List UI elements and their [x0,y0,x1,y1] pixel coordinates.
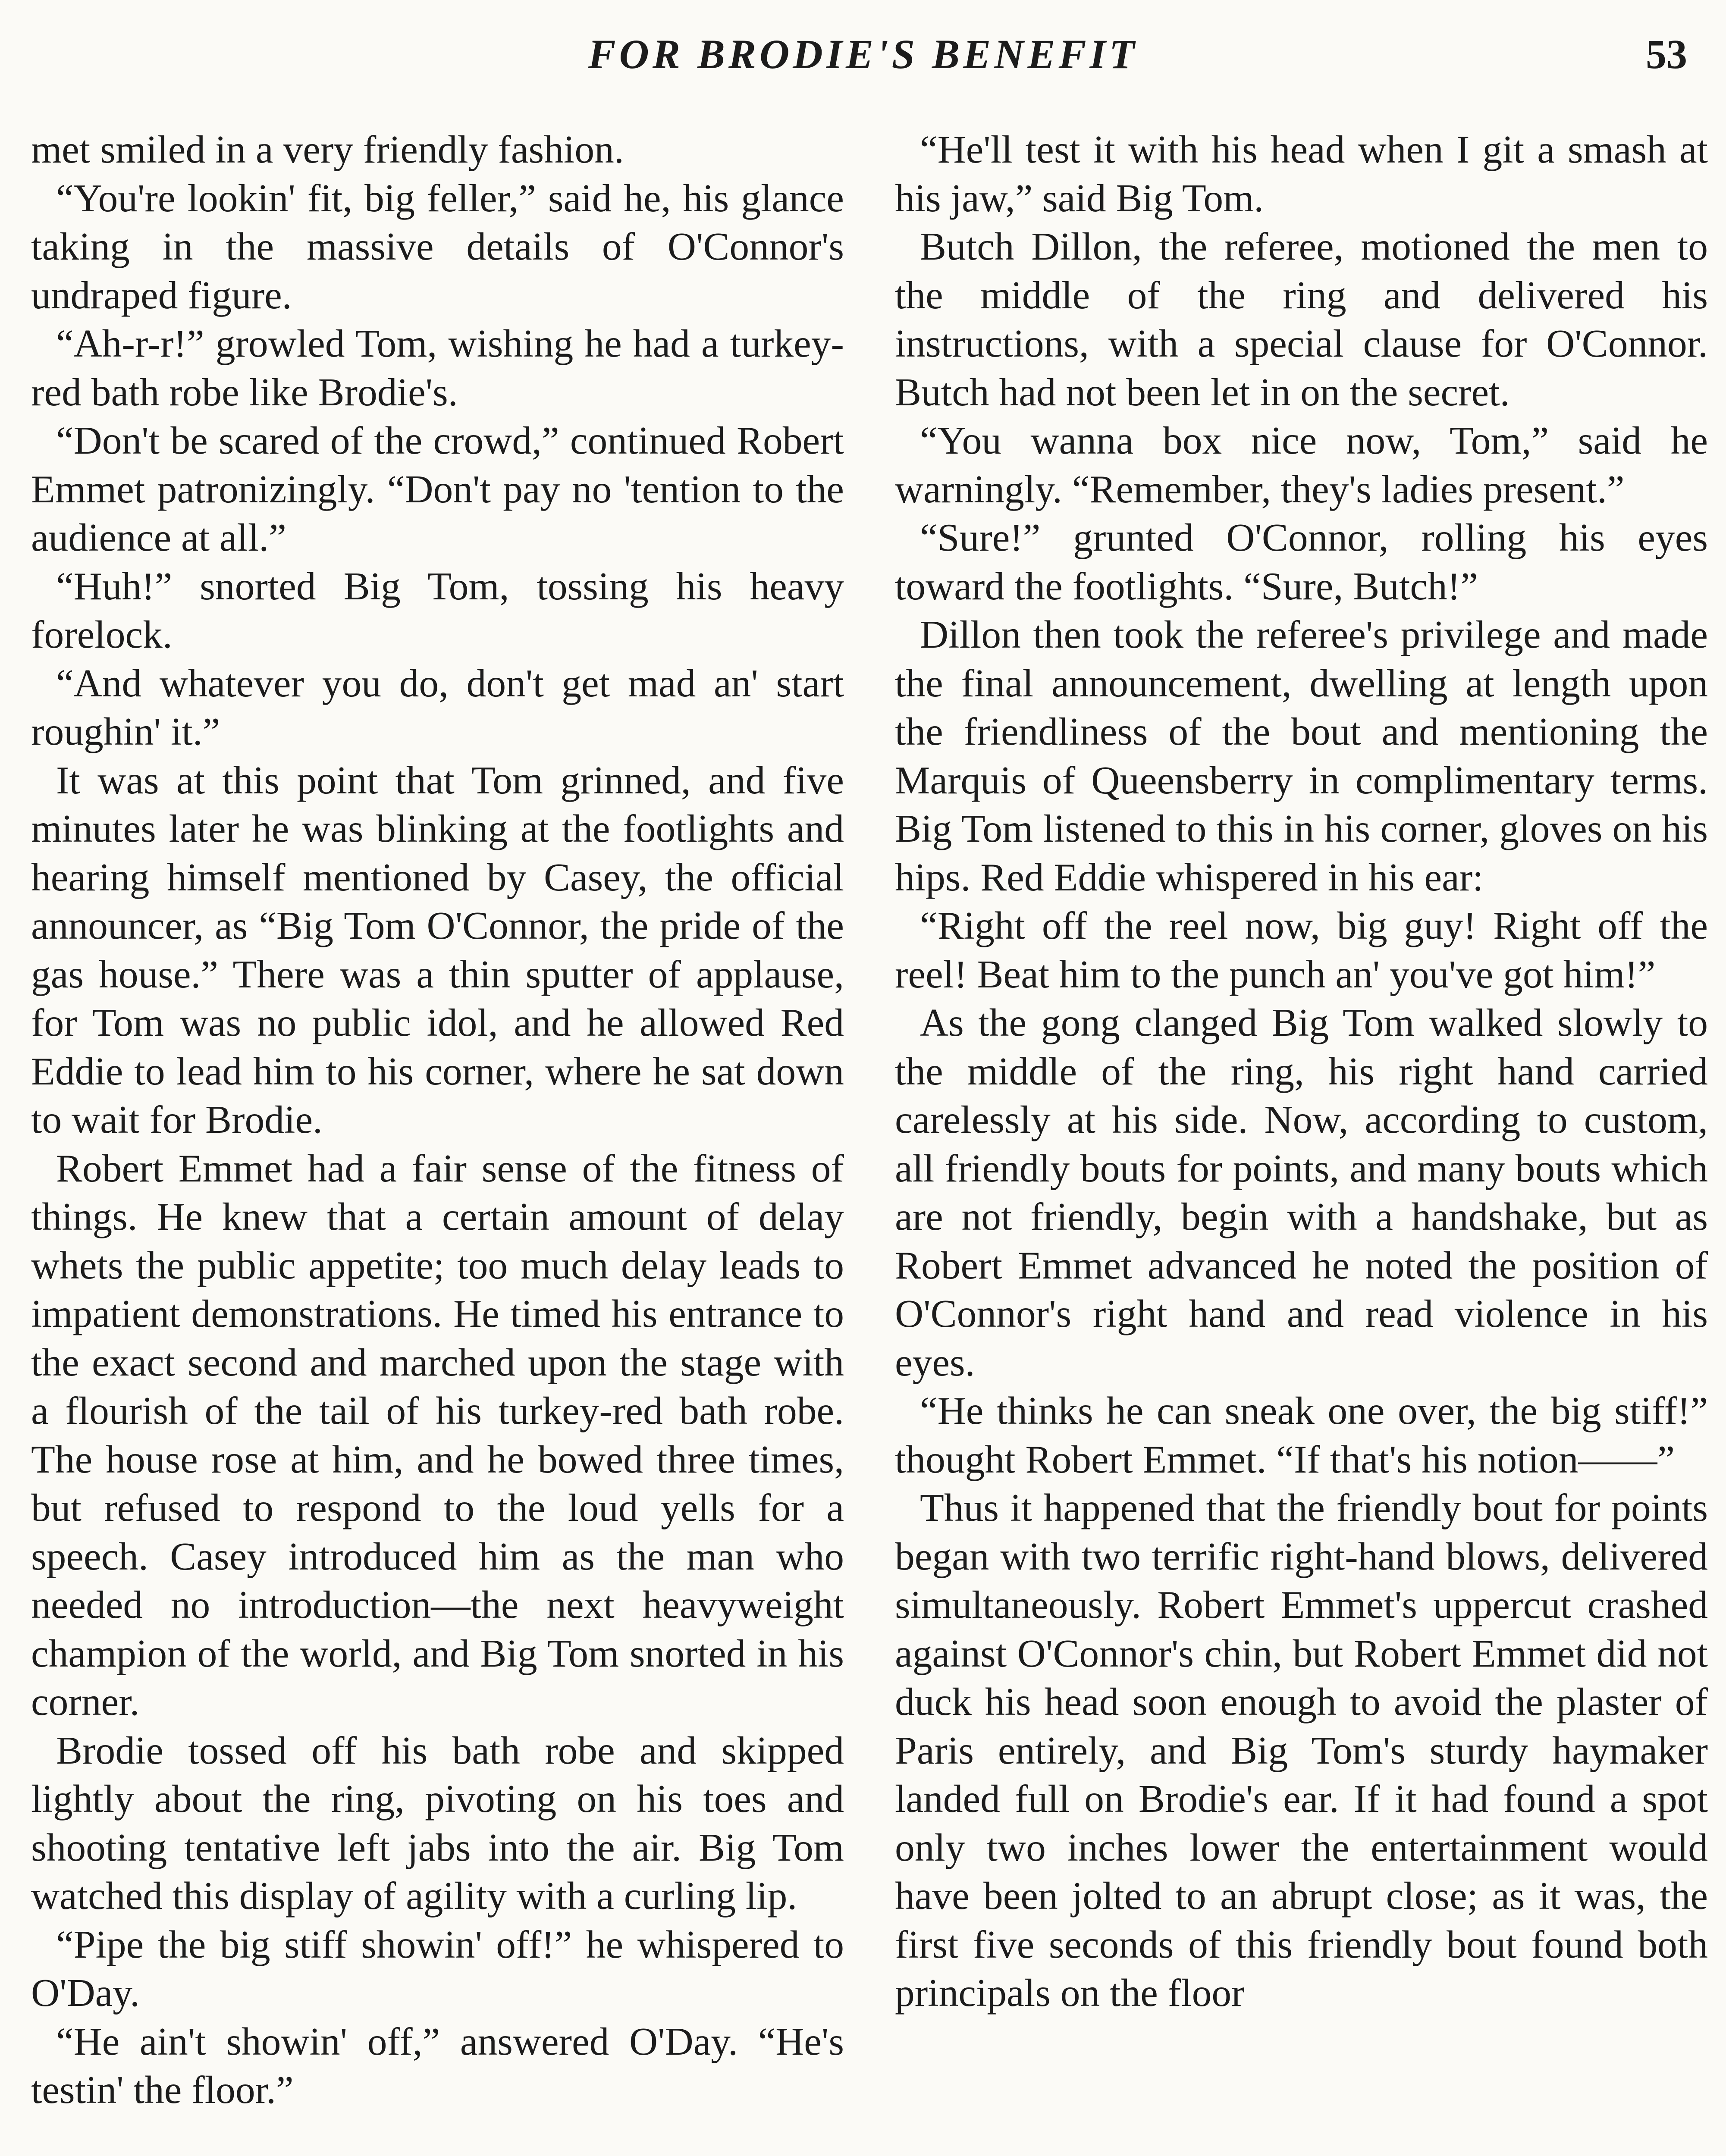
paragraph: “Pipe the big stiff showin' off!” he whispered to O'Day. [31,1922,844,2015]
paragraph: “Don't be scared of the crowd,” continued Robert Emmet patronizingly. “Don't pay no 'tention to the audience at all.” [31,418,844,559]
paragraph: Dillon then took the referee's privilege and made the final announcement, dwelling at length upon the friendliness of the bout and mentioning the Marquis of Queensberry in complimentary terms. Big Tom listened to this in his corner, gloves on his hips. Red Eddie whispered in his ear: [895,612,1708,899]
paragraph: “He ain't showin' off,” answered O'Day. “He's testin' the floor.” [31,2019,844,2112]
paragraph: “Ah-r-r!” growled Tom, wishing he had a turkey-red bath robe like Brodie's. [31,321,844,414]
paragraph: Brodie tossed off his bath robe and skipped lightly about the ring, pivoting on his toes and shooting tentative left jabs into the air. Big Tom watched this display of agility with a curling lip. [31,1728,844,1918]
right-column [895,125,1708,2156]
paragraph: Thus it happened that the friendly bout for points began with two terrific right-hand blows, delivered simultaneously. Robert Emmet's uppercut crashed against O'Connor's chin, but Robert Emmet did not duck his head soon enough to avoid the plaster of Paris entirely, and Big Tom's sturdy haymaker landed full on Brodie's ear. If it had found a spot only two inches lower the entertainment would have been jolted to an abrupt close; as it was, the first five seconds of this friendly bout found both principals on the floor [895,1485,1708,2015]
paragraph: “He'll test it with his head when I git a smash at his jaw,” said Big Tom. [895,127,1708,220]
paragraph: met smiled in a very friendly fashion. [31,127,624,171]
page-number: 53 [1646,31,1687,77]
paragraph: It was at this point that Tom grinned, and five minutes later he was blinking at the footlights and hearing himself mentioned by Casey, the official announcer, as “Big Tom O'Connor, the pride of the gas house.” There was a thin sputter of applause, for Tom was no public idol, and he allowed Red Eddie to lead him to his corner, where he sat down to wait for Brodie. [31,758,844,1141]
paragraph: “And whatever you do, don't get mad an' start roughin' it.” [31,661,844,753]
paragraph: “He thinks he can sneak one over, the big stiff!” thought Robert Emmet. “If that's his notion——” [895,1388,1708,1481]
paragraph: “Right off the reel now, big guy! Right off the reel! Beat him to the punch an' you've got him!” [895,903,1708,996]
paragraph: “You're lookin' fit, big feller,” said he, his glance taking in the massive details of O'Connor's undraped figure. [31,175,844,317]
paragraph: “Sure!” grunted O'Connor, rolling his eyes toward the footlights. “Sure, Butch!” [895,515,1708,608]
running-title: FOR BRODIE'S BENEFIT [588,31,1138,77]
paragraph: Robert Emmet had a fair sense of the fitness of things. He knew that a certain amount of delay whets the public appetite; too much delay leads to impatient demonstrations. He timed his entrance to the exact second and marched upon the stage with a flourish of the tail of his turkey-red bath robe. The house rose at him, and he bowed three times, but refused to respond to the loud yells for a speech. Casey introduced him as the man who needed no introduction—the next heavyweight champion of the world, and Big Tom snorted in his corner. [31,1146,844,1724]
paragraph: As the gong clanged Big Tom walked slowly to the middle of the ring, his right hand carried carelessly at his side. Now, according to custom, all friendly bouts for points, and many bouts which are not friendly, begin with a handshake, but as Robert Emmet advanced he noted the position of O'Connor's right hand and read violence in his eyes. [895,1000,1708,1384]
page-header [26,30,1700,91]
paragraph: “You wanna box nice now, Tom,” said he warningly. “Remember, they's ladies present.” [895,418,1708,511]
left-column [31,125,844,2156]
paragraph: “Huh!” snorted Big Tom, tossing his heavy forelock. [31,564,844,656]
paragraph: Butch Dillon, the referee, motioned the men to the middle of the ring and delivered his instructions, with a special clause for O'Connor. Butch had not been let in on the secret. [895,224,1708,414]
